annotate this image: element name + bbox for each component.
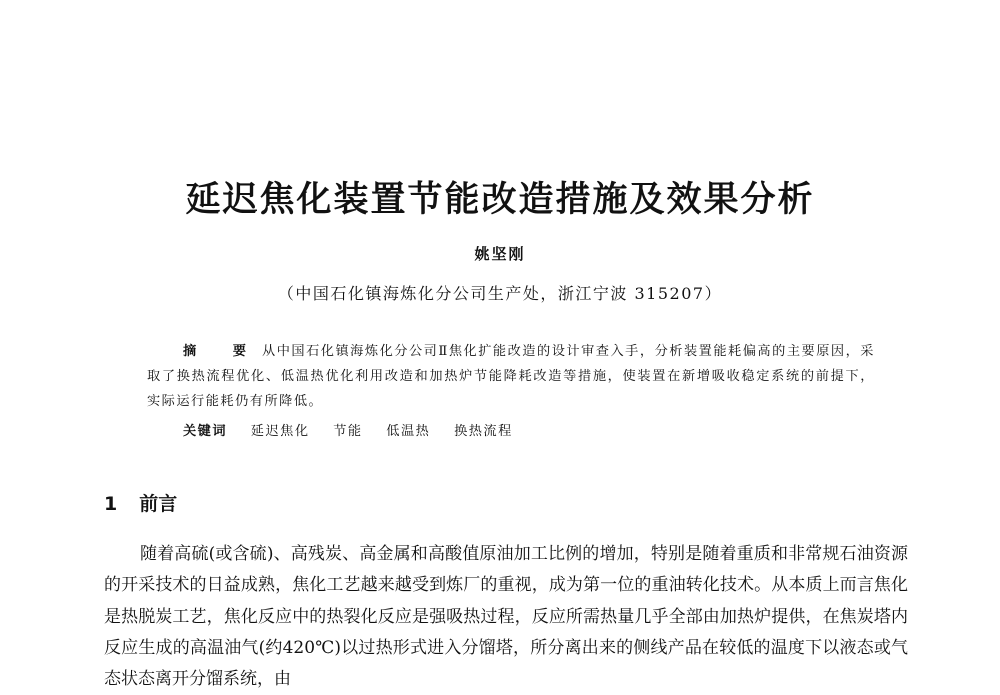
section-heading [104, 489, 177, 516]
abstract-text: 从中国石化镇海炼化分公司Ⅱ焦化扩能改造的设计审查入手，分析装置能耗偏高的主要原因，采取了换热流程优化、低温热优化利用改造和加热炉节能降耗改造等措施，使装置在新增吸收稳定系统的前提下，实际运行能耗仍有所降低。 [147, 344, 875, 409]
affiliation: （中国石化镇海炼化分公司生产处，浙江宁波 315207） [277, 284, 723, 303]
section-number: 1 [104, 493, 118, 515]
abstract-label: 摘 要 [183, 344, 262, 359]
section-title: 前言 [139, 493, 178, 515]
abstract [147, 339, 875, 414]
keywords [183, 420, 513, 439]
body-paragraph: 随着高硫(或含硫)、高残炭、高金属和高酸值原油加工比例的增加，特别是随着重质和非常规石油资源的开采技术的日益成熟，焦化工艺越来越受到炼厂的重视，成为第一位的重油转化技术。从本质上而言焦化是热脱炭工艺，焦化反应中的热裂化反应是强吸热过程，反应所需热量几乎全部由加热炉提供，在焦炭塔内反应生成的高温油气(约420℃)以过热形式进入分馏塔，所分离出来的侧线产品在较低的温度下以液态或气态状态离开分馏系统，由 [104, 544, 908, 690]
keywords-label: 关键词 [183, 424, 228, 439]
paper-title: 延迟焦化装置节能改造措施及效果分析 [185, 180, 815, 220]
author-name: 姚坚刚 [474, 245, 526, 263]
keyword-item: 节能 [333, 424, 363, 439]
keyword-item: 换热流程 [454, 424, 513, 439]
keyword-item: 低温热 [386, 424, 431, 439]
keyword-item: 延迟焦化 [250, 424, 310, 439]
